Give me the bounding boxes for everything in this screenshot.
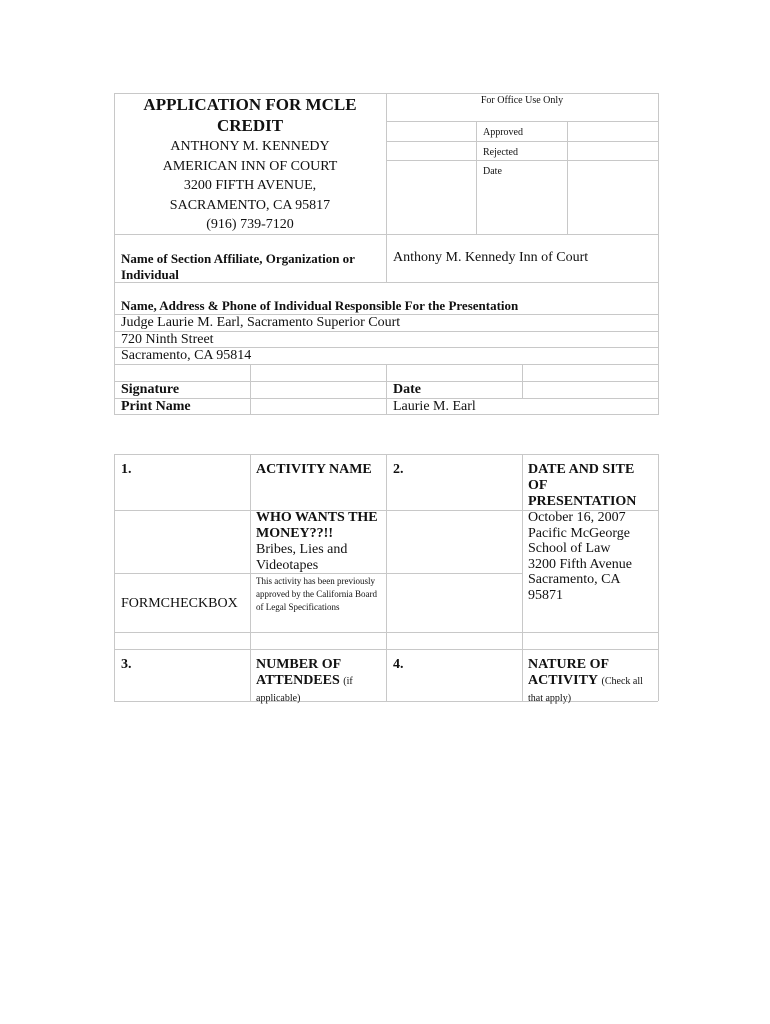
date-site-line: 3200 Fifth Avenue [528, 556, 632, 572]
office-use-heading: For Office Use Only [480, 95, 564, 106]
attendees-note: (if applicable) [256, 676, 353, 704]
previously-approved-note: This activity has been previously approved by the California Board of Legal Specifications [256, 576, 377, 612]
date-site-line: 95871 [528, 587, 563, 603]
date-site-line: October 16, 2007 [528, 510, 626, 525]
office-date-label: Date [483, 166, 502, 177]
activity-subtitle: Bribes, Lies and Videotapes [256, 542, 348, 573]
office-approved-label: Approved [483, 127, 523, 138]
activity-title: WHO WANTS THE MONEY??!! [256, 510, 378, 541]
date-site-label: DATE AND SITE OF PRESENTATION [528, 462, 637, 509]
date-site-line: Pacific McGeorge [528, 525, 630, 541]
office-rejected-label: Rejected [483, 147, 518, 158]
print-name-value: Laurie M. Earl [393, 399, 476, 414]
previously-approved-checkbox[interactable]: FORMCHECKBOX [121, 596, 238, 611]
org-line: SACRAMENTO, CA 95817 [169, 197, 331, 213]
section-number-2: 2. [393, 462, 404, 477]
section-affiliate-label: Name of Section Affiliate, Organization or Individual [121, 251, 355, 282]
responsible-label: Name, Address & Phone of Individual Responsible For the Presentation [121, 298, 519, 313]
org-address [114, 137, 386, 235]
title-line-2: CREDIT [216, 116, 284, 135]
nature-heading [528, 657, 656, 707]
section-number-1: 1. [121, 462, 132, 477]
nature-note: (Check all that apply) [528, 676, 643, 704]
date-site-line: School of Law [528, 541, 611, 557]
section-number-4: 4. [393, 657, 404, 672]
activity-name-label: ACTIVITY NAME [256, 462, 372, 477]
section-number-3: 3. [121, 657, 132, 672]
org-line: 3200 FIFTH AVENUE, [183, 178, 317, 194]
date-site-value [528, 510, 656, 604]
title-line-1: APPLICATION FOR MCLE [143, 95, 357, 114]
responsible-street: 720 Ninth Street [121, 332, 214, 347]
attendees-label: NUMBER OF ATTENDEES [256, 657, 341, 688]
org-line: (916) 739-7120 [206, 217, 294, 233]
org-line: ANTHONY M. KENNEDY [170, 139, 330, 154]
responsible-city: Sacramento, CA 95814 [121, 348, 252, 363]
signature-label: Signature [121, 382, 180, 397]
attendees-heading [256, 657, 384, 707]
activity-name-value [256, 510, 384, 574]
org-line: AMERICAN INN OF COURT [162, 158, 338, 174]
print-name-label: Print Name [121, 399, 191, 414]
nature-label: NATURE OF ACTIVITY [528, 657, 609, 688]
date-site-line: Sacramento, CA [528, 572, 621, 588]
application-title [114, 94, 386, 235]
signature-date-label: Date [393, 382, 421, 397]
responsible-name: Judge Laurie M. Earl, Sacramento Superior Court [121, 315, 401, 330]
section-affiliate-value: Anthony M. Kennedy Inn of Court [393, 250, 589, 265]
